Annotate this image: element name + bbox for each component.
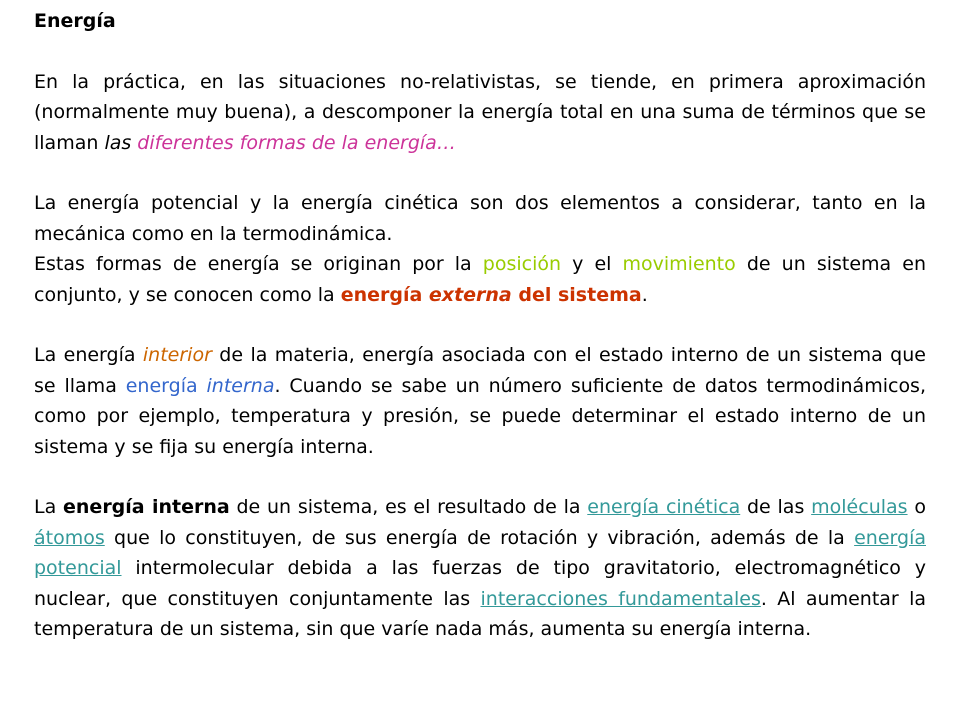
spacer — [34, 462, 926, 492]
highlight-position: posición — [482, 253, 562, 275]
text: La energía — [34, 344, 143, 366]
paragraph-internal-energy — [34, 340, 926, 462]
text: o — [907, 496, 926, 518]
text: intermolecular debida a las fuerzas de tipo gravitatorio, electromagnético y nuclear, que constituyen conjuntamente las — [34, 557, 926, 610]
highlight-of-system: del sistema — [511, 283, 642, 306]
highlight-energia: energía — [125, 374, 207, 397]
text: de un sistema, es el resultado de la — [229, 496, 588, 518]
text: . Cuando se sabe un número suficiente de datos termodinámicos, como por ejemplo, temperatura y presión, se puede determinar el estado interno de un sistema y se fija su energía interna. — [34, 374, 927, 458]
link-potential-energy[interactable]: energía potencial — [34, 526, 926, 579]
text: de la materia, energía asociada con el estado interno de un sistema que se llama — [34, 344, 926, 397]
spacer — [34, 310, 926, 340]
text: . — [641, 283, 648, 306]
link-fundamental-interactions[interactable]: interacciones fundamentales — [480, 587, 761, 610]
text: Estas formas de energía se originan por la — [34, 253, 483, 275]
paragraph-internal-energy-definition — [34, 492, 926, 645]
spacer — [34, 158, 926, 188]
highlight-movement: movimiento — [622, 253, 736, 275]
highlight-external-energy: energía — [340, 283, 429, 306]
paragraph-potential-kinetic — [34, 188, 926, 249]
paragraph-intro — [34, 67, 926, 159]
text: La — [34, 496, 64, 518]
bold-internal-energy: energía interna — [63, 496, 230, 518]
slide-title: Energía — [34, 10, 116, 32]
highlight-interna: interna — [206, 374, 275, 397]
text: La energía potencial y la energía cinética son dos elementos a considerar, tanto en la mecánica como en la termodinámica. — [34, 192, 926, 245]
text: de las — [740, 496, 812, 518]
link-kinetic-energy[interactable]: energía cinética — [587, 496, 741, 518]
link-atoms[interactable]: átomos — [34, 526, 105, 549]
text: . Al aumentar la temperatura de un sistema, sin que varíe nada más, aumenta su energía interna. — [34, 587, 927, 640]
text-italic: las — [104, 131, 132, 154]
highlight-external-word: externa — [428, 283, 512, 306]
slide-content — [34, 6, 926, 645]
spacer — [34, 37, 926, 67]
paragraph-external-energy — [34, 249, 926, 310]
text: que lo constituyen, de sus energía de rotación y vibración, además de la — [104, 526, 855, 549]
text: y el — [561, 253, 623, 275]
link-molecules[interactable]: moléculas — [811, 496, 908, 518]
highlight-forms-of-energy: diferentes formas de la energía… — [131, 131, 456, 154]
text: de un sistema en conjunto, y se conocen como la — [34, 253, 926, 306]
text: En la práctica, en las situaciones no-relativistas, se tiende, en primera aproximación (normalmente muy buena), a descomponer la energía total en una suma de términos que se llaman — [34, 70, 926, 154]
highlight-interior: interior — [142, 344, 212, 366]
